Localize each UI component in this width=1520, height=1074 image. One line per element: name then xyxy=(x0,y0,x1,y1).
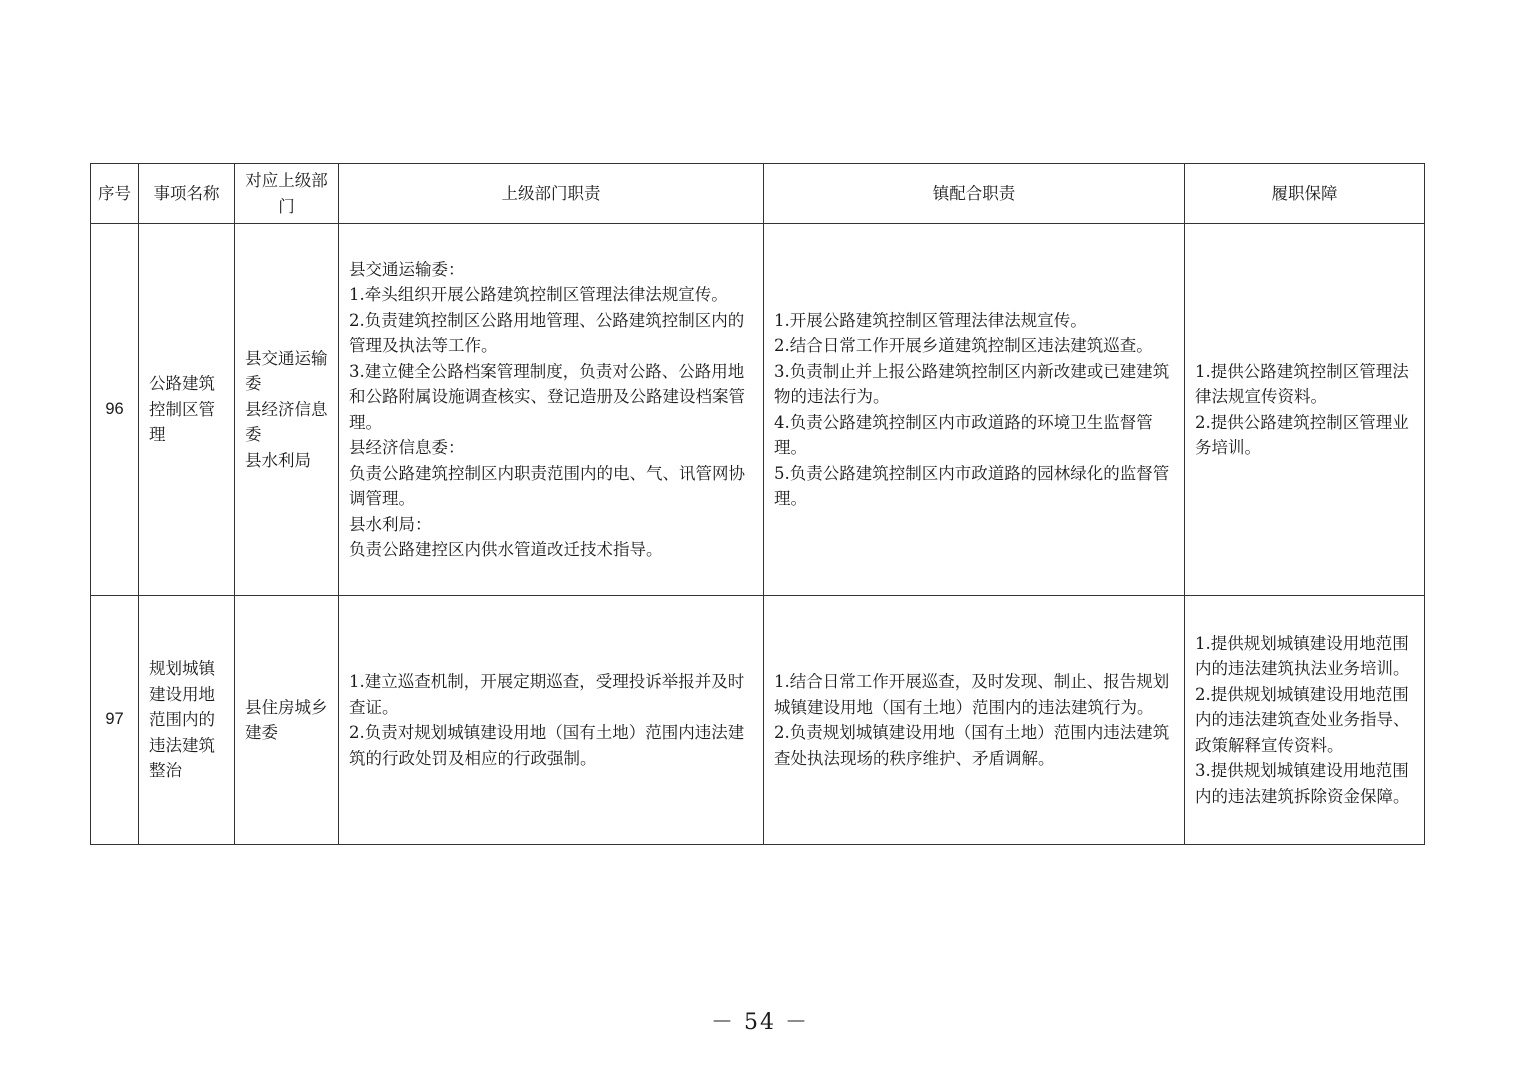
duty-line: 县交通运输委： xyxy=(349,259,465,279)
dept-cell xyxy=(235,596,339,845)
duty-line: 4.负责公路建筑控制区内市政道路的环境卫生监督管理。 xyxy=(774,412,1153,457)
dept-line: 县交通运输委 xyxy=(245,348,328,394)
duty-line: 1.开展公路建筑控制区管理法律法规宣传。 xyxy=(774,310,1087,330)
page-number: － 54 － xyxy=(711,1010,809,1035)
guarantee-line: 3.提供规划城镇建设用地范围内的违法建筑拆除资金保障。 xyxy=(1195,761,1410,806)
duty-line: 5.负责公路建筑控制区内市政道路的园林绿化的监督管理。 xyxy=(774,463,1170,508)
header-town-duty: 镇配合职责 xyxy=(764,164,1185,224)
duty-line: 3.负责制止并上报公路建筑控制区内新改建或已建建筑物的违法行为。 xyxy=(774,361,1170,406)
table-row xyxy=(91,224,1425,596)
guarantee-line: 2.提供规划城镇建设用地范围内的违法建筑查处业务指导、政策解释宣传资料。 xyxy=(1195,684,1410,755)
duty-line: 2.结合日常工作开展乡道建筑控制区违法建筑巡查。 xyxy=(774,336,1153,355)
dept-cell xyxy=(235,224,339,596)
duty-line: 2.负责规划城镇建设用地（国有土地）范围内违法建筑查处执法现场的秩序维护、矛盾调解。 xyxy=(774,723,1170,768)
item-name: 规划城镇建设用地范围内的违法建筑整治 xyxy=(139,596,235,845)
duty-line: 3.建立健全公路档案管理制度，负责对公路、公路用地和公路附属设施调查核实、登记造册及公路建设档案管理。 xyxy=(349,361,745,432)
guarantee-line: 2.提供公路建筑控制区管理业务培训。 xyxy=(1195,412,1409,457)
town-duty-cell xyxy=(764,596,1185,845)
duty-line: 1.结合日常工作开展巡查，及时发现、制止、报告规划城镇建设用地（国有土地）范围内的违法建筑行为。 xyxy=(774,672,1170,717)
duty-line: 1.牵头组织开展公路建筑控制区管理法律法规宣传。 xyxy=(349,285,728,304)
row-number: 96 xyxy=(91,224,139,596)
upper-duty-cell xyxy=(339,224,764,596)
duty-line: 负责公路建筑控制区内职责范围内的电、气、讯管网协调管理。 xyxy=(349,463,745,508)
guarantee-line: 1.提供公路建筑控制区管理法律法规宣传资料。 xyxy=(1195,361,1409,406)
dept-line: 县经济信息委 xyxy=(245,399,328,445)
dept-line: 县水利局 xyxy=(245,450,311,470)
header-dept: 对应上级部门 xyxy=(235,164,339,224)
duty-table xyxy=(90,163,1425,845)
town-duty-cell xyxy=(764,224,1185,596)
duty-line: 县经济信息委： xyxy=(349,438,465,457)
table-row xyxy=(91,596,1425,845)
header-item: 事项名称 xyxy=(139,164,235,224)
upper-duty-cell xyxy=(339,596,764,845)
header-guarantee: 履职保障 xyxy=(1185,164,1425,224)
table-header-row xyxy=(91,164,1425,224)
duty-line: 2.负责对规划城镇建设用地（国有土地）范围内违法建筑的行政处罚及相应的行政强制。 xyxy=(349,723,745,768)
duty-line: 2.负责建筑控制区公路用地管理、公路建筑控制区内的管理及执法等工作。 xyxy=(349,310,745,355)
header-num: 序号 xyxy=(91,164,139,224)
row-number: 97 xyxy=(91,596,139,845)
duty-line: 负责公路建控区内供水管道改迁技术指导。 xyxy=(349,540,663,559)
guarantee-line: 1.提供规划城镇建设用地范围内的违法建筑执法业务培训。 xyxy=(1195,633,1410,679)
item-name: 公路建筑控制区管理 xyxy=(139,224,235,596)
guarantee-cell xyxy=(1185,596,1425,845)
duty-line: 县水利局： xyxy=(349,514,432,534)
dept-line: 县住房城乡建委 xyxy=(245,697,328,742)
guarantee-cell xyxy=(1185,224,1425,596)
header-upper-duty: 上级部门职责 xyxy=(339,164,764,224)
duty-line: 1.建立巡查机制，开展定期巡查，受理投诉举报并及时查证。 xyxy=(349,672,745,717)
